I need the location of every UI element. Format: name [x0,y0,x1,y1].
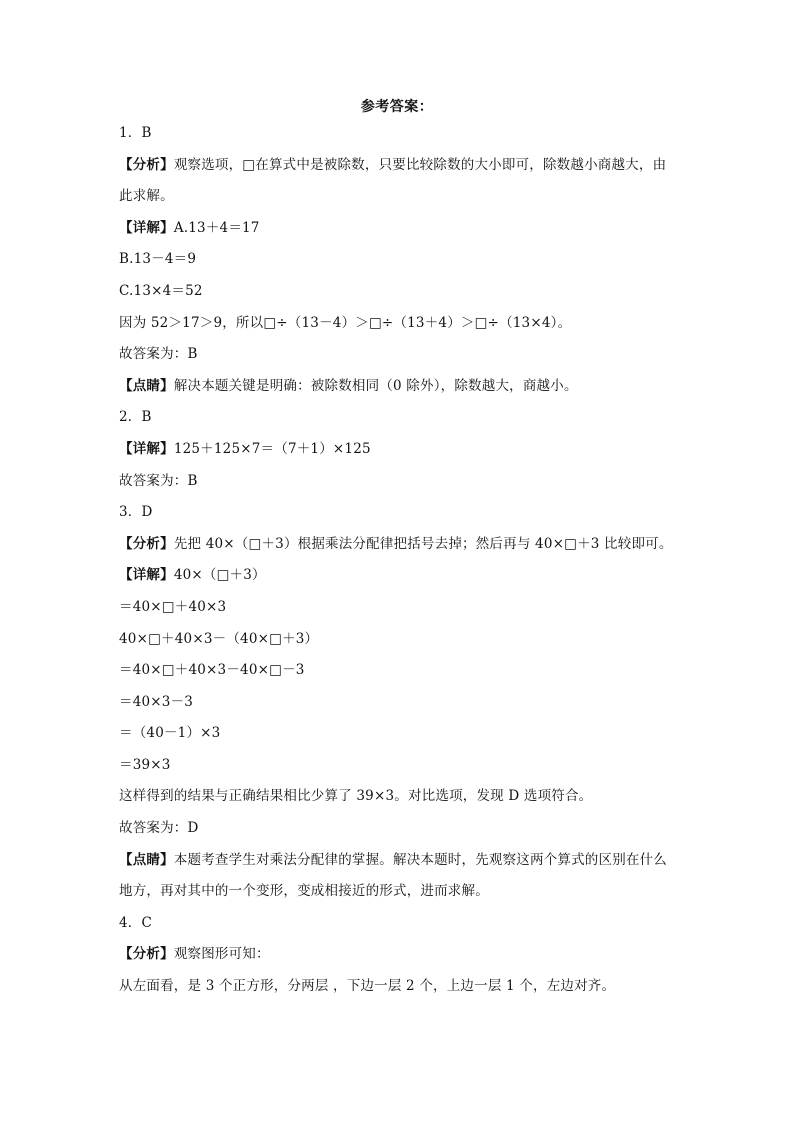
line-text: 故答案为：B [119,346,198,363]
line-text: B.13－4＝9 [119,251,197,268]
line-text: 因为 52＞17＞9，所以□÷（13－4）＞□÷（13＋4）＞□÷（13×4）。 [119,314,572,331]
line-tag: 【点睛】 [119,377,174,394]
answer-line [119,497,679,529]
answer-line [119,213,679,245]
line-text: 3．D [119,504,153,521]
line-tag: 【点睛】 [119,851,174,868]
answer-line [119,781,679,813]
line-text: 4．C [119,914,153,931]
line-text: 观察图形可知： [173,946,270,963]
line-tag: 【分析】 [119,535,174,552]
line-text: 先把 40×（□＋3）根据乘法分配律把括号去掉；然后再与 40×□＋3 比较即可。 [173,535,673,552]
answer-line [119,118,679,150]
answer-line [119,813,679,845]
answer-line [119,655,679,687]
line-text: ＝40×□＋40×3 [119,598,227,615]
answer-line [119,560,679,592]
answer-line [119,908,679,940]
line-text: ＝40×□＋40×3－40×□－3 [119,662,305,679]
line-text: 2．B [119,409,152,426]
answer-line [119,592,679,624]
answer-line [119,750,679,782]
answer-content [119,118,679,1003]
line-text: A.13＋4＝17 [173,219,260,236]
line-text: ＝（40－1）×3 [119,725,221,742]
line-text: 125＋125×7＝（7＋1）×125 [173,440,371,457]
answer-line [119,939,679,971]
line-tag: 【详解】 [119,440,174,457]
line-text: 解决本题关键是明确：被除数相同（0 除外），除数越大，商越小。 [173,377,578,394]
answer-line [119,434,679,466]
line-tag: 【详解】 [119,567,174,584]
answer-line [119,529,679,561]
answer-line [119,845,679,877]
answer-line [119,308,679,340]
answer-line [119,244,679,276]
answer-line [119,276,679,308]
answer-line [119,150,679,182]
line-text: 故答案为：B [119,472,198,489]
line-text: 从左面看，是 3 个正方形，分两层 ，下边一层 2 个，上边一层 1 个，左边对齐。 [119,978,616,995]
line-text: 地方，再对其中的一个变形，变成相接近的形式，进而求解。 [119,883,489,900]
line-text: 1．B [119,125,152,141]
line-text: 这样得到的结果与正确结果相比少算了 39×3。对比选项，发现 D 选项符合。 [119,788,593,805]
line-text: 故答案为：D [119,820,199,837]
answer-line [119,466,679,498]
line-text: ＝39×3 [119,756,171,773]
line-text: 观察选项，□在算式中是被除数，只要比较除数的大小即可，除数越小商越大，由 [173,156,667,173]
line-text: 此求解。 [119,188,174,205]
line-text: C.13×4＝52 [119,282,203,299]
answer-line [119,624,679,656]
line-tag: 【分析】 [119,946,174,963]
answer-line [119,339,679,371]
line-text: 40×（□＋3） [173,567,266,584]
answer-line [119,718,679,750]
page-title: 参考答案： [360,99,434,115]
line-text: ＝40×3－3 [119,693,194,710]
answer-line [119,402,679,434]
line-tag: 【详解】 [119,219,174,236]
line-tag: 【分析】 [119,156,174,173]
answer-line [119,687,679,719]
line-text: 本题考查学生对乘法分配律的掌握。解决本题时，先观察这两个算式的区别在什么 [173,851,668,868]
answer-line [119,181,679,213]
answer-line [119,876,679,908]
answer-line [119,371,679,403]
line-text: 40×□＋40×3－（40×□＋3） [119,630,319,647]
answer-line [119,971,679,1003]
